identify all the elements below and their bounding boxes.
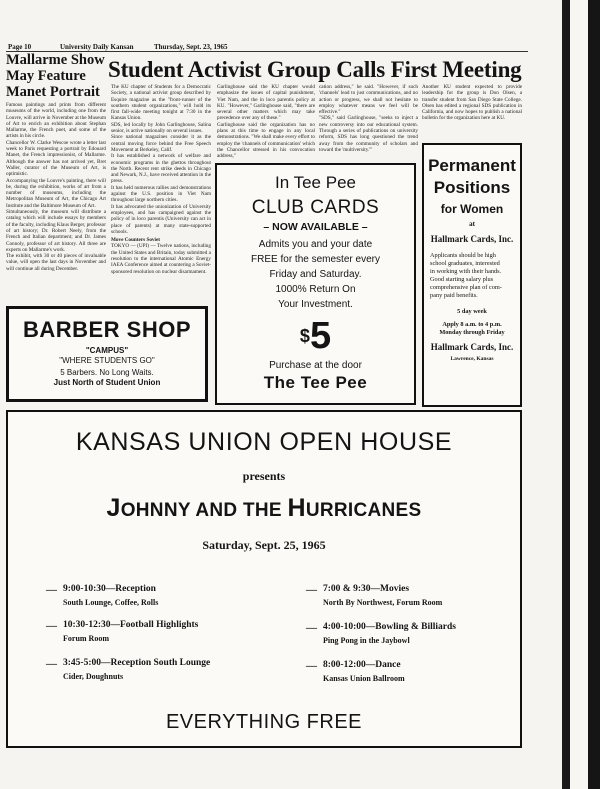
- col2-para-1: Garlinghouse said the KU chapter would emphasize the issues of capital punishment, Viet Nam, and the in loco parentis policy at KU. "However," Garlinghouse said, "there are several other matters which may take precedence over any of these.": [217, 84, 315, 122]
- event-dash: —: [46, 620, 57, 632]
- barber-slogan: "WHERE STUDENTS GO": [59, 356, 155, 365]
- barber-name: "CAMPUS": [85, 346, 129, 355]
- col1-para-6: It has advocated the unionization of University employees, and has campaigned against the policy of in loco parentis (University can act in place of parents) at many state-supported schools.: [111, 203, 211, 235]
- event-dash: —: [46, 658, 57, 670]
- main-headline: Student Activist Group Calls First Meeting: [108, 57, 522, 82]
- col1-sub-para: TOKYO — (UPI) — Twelve nations, including the United States and Britain, today submitted a resolution to the international Atomic Energy IAEA Conference aimed at countering a Soviet-sponsored resolution on nuclear disarmament.: [111, 243, 211, 275]
- issue-date: Thursday, Sept. 23, 1965: [154, 43, 228, 51]
- positions-line-1: Permanent: [428, 156, 516, 175]
- teepee-body-line-2: FREE for the semester every: [251, 254, 380, 265]
- teepee-body-line-5: Your Investment.: [278, 299, 353, 310]
- page-number: Page 10: [8, 43, 32, 51]
- barber-title: BARBER SHOP: [22, 317, 192, 342]
- positions-line-2: Positions: [433, 178, 511, 197]
- union-presents: presents: [242, 469, 286, 483]
- col1-subhead: Move Counters Soviet: [111, 237, 160, 244]
- side-para-2: Chancellor W. Clarke Wescoe wrote a letter last week to Paris requesting a portrait by Edouard Manet, the French impressionist, of Mallarme. Although the answer has not arrived yet, Bret Waller, curator of the Museum of Art, is optimistic.: [6, 139, 106, 178]
- positions-body-line-5: comprehensive plan of com-: [430, 284, 502, 291]
- event-detail: Kansas Union Ballroom: [323, 674, 405, 683]
- union-title: KANSAS UNION OPEN HOUSE: [75, 428, 453, 456]
- event-dash: —: [306, 622, 317, 634]
- union-date: Saturday, Sept. 25, 1965: [202, 538, 326, 552]
- side-title-line-3: Manet Portrait: [6, 84, 100, 100]
- teepee-body-line-4: 1000% Return On: [275, 284, 356, 295]
- teepee-venue: The Tee Pee: [263, 373, 368, 392]
- teepee-club-cards-ad: [215, 163, 416, 405]
- col1-para-3: Since national magazines consider it as the central moving force behind the Free Speech Movement at Berkeley, Calif.: [111, 134, 211, 153]
- positions-body-line-6: pany paid benefits.: [430, 292, 478, 299]
- teepee-body-line-3: Friday and Saturday.: [269, 269, 362, 280]
- paper-name: University Daily Kansan: [60, 43, 134, 51]
- col3-para-2: "SDS," said Garlinghouse, "seeks to inject a new controversy into our educational system. Through a series of publications on university reform, SDS has long questioned the trend away from the community of scholars and toward the 'multiversity.'": [319, 115, 418, 153]
- positions-at: at: [469, 220, 475, 228]
- kansas-union-open-house-ad: [6, 410, 522, 748]
- event-dash: —: [46, 584, 57, 596]
- positions-company-2: Hallmark Cards, Inc.: [430, 342, 514, 352]
- band-end: URRICANES: [305, 500, 422, 521]
- teepee-line-1: In Tee Pee: [275, 173, 356, 192]
- positions-body: [430, 252, 514, 300]
- side-title-line-1: Mallarme Show: [6, 52, 105, 68]
- scan-edge-bar: [588, 0, 600, 789]
- col1-para-5: It has held numerous rallies and demonstrations against the U.S. position in Viet Nam throughout large northern cities.: [111, 184, 211, 204]
- teepee-price: [217, 316, 414, 356]
- page-gutter: [562, 0, 570, 789]
- col3-para-1: cation address," he said. "However, if such 'channels' lead to just communications, and no action or progress, we shall not hesitate to employ whatever means we feel will be effective.": [319, 84, 418, 116]
- article-column-3: [319, 84, 418, 160]
- col2-para-2: Garlinghouse said the organization has no plans at this time to engage in any local demonstrations. "We shall make every effort to employ the 'channels of communication' which the Chancellor stressed in his convocation address,": [217, 121, 315, 160]
- teepee-body: [217, 237, 414, 312]
- event-time: 8:00-12:00—Dance: [323, 660, 401, 670]
- col1-para-2: SDS, led locally by John Garlinghouse, Salina senior, is active nationally on several issues.: [111, 121, 211, 135]
- band-middle: OHNNY AND THE: [120, 500, 288, 521]
- teepee-line-2: CLUB CARDS: [251, 197, 380, 218]
- positions-body-line-2: school graduates, interested: [430, 260, 500, 267]
- positions-body-line-3: in working with their hands.: [430, 268, 502, 275]
- band-initial-j: J: [106, 494, 121, 522]
- event-time: 7:00 & 9:30—Movies: [323, 584, 410, 594]
- union-footer: EVERYTHING FREE: [165, 711, 363, 733]
- hallmark-positions-ad: [422, 143, 522, 407]
- positions-hours-1: Apply 8 a.m. to 4 p.m.: [442, 321, 502, 328]
- side-para-1: Famous paintings and prints from different museums of the world, including one from the Louvre, will arrive in November at the Museum of Art to enrich an exhibition about Stephan Mallarme, the French poet, and some of the artists in his circle.: [6, 102, 106, 140]
- article-column-4: [422, 84, 522, 140]
- barber-shop-ad: [6, 306, 208, 402]
- col1-para-4: It has established a network of welfare and economic programs in the ghettos throughout the North. Recent rent strike deeds in Chicago and Newark, N.J., have received attention in the press.: [111, 153, 211, 185]
- teepee-purchase: Purchase at the door: [269, 360, 362, 371]
- event-time: 9:00-10:30—Reception: [63, 584, 156, 594]
- event-detail: South Lounge, Coffee, Rolls: [63, 598, 159, 607]
- teepee-body-line-1: Admits you and your date: [258, 239, 373, 250]
- col4-para-1: Another KU student expected to provide leadership for the group is Don Olsen, a transfer student from San Diego State College. Olsen has edited a regional SDS publication in California, and now hopes to publish a national bulletin for the organization here at KU.: [422, 84, 522, 122]
- side-story-title: [6, 52, 110, 100]
- event-dash: —: [306, 660, 317, 672]
- barber-detail: 5 Barbers. No Long Waits.: [60, 368, 154, 377]
- event-time: 3:45-5:00—Reception South Lounge: [63, 658, 211, 668]
- barber-location: Just North of Student Union: [53, 378, 161, 387]
- positions-city: Lawrence, Kansas: [450, 356, 494, 362]
- positions-week: 5 day week: [457, 308, 487, 315]
- band-initial-h: H: [287, 494, 306, 522]
- event-detail: North By Northwest, Forum Room: [323, 598, 443, 607]
- teepee-price-symbol: $: [299, 326, 310, 346]
- positions-body-line-4: Good starting salary plus: [430, 276, 494, 283]
- teepee-price-value: 5: [309, 315, 332, 357]
- side-para-4: Simultaneously, the museum will distribute a catalog which will include essays by members of the faculty, including Klaus Berger, professor of art history; Dr. Robert Neely, from the French and Italian department; and Dr. James Connoly, professor of art history. All three are experts on Mallarme's work.: [6, 209, 106, 253]
- side-para-5: The exhibit, with 30 or 40 pieces of invaluable value, will open the last days in November and will continue all during December.: [6, 253, 106, 272]
- event-detail: Forum Room: [63, 634, 109, 643]
- positions-body-line-1: Applicants should be high: [430, 252, 496, 259]
- teepee-line-3: – NOW AVAILABLE –: [263, 221, 368, 233]
- article-column-2: [217, 84, 315, 160]
- positions-company: Hallmark Cards, Inc.: [430, 234, 514, 244]
- positions-line-3: for Women: [440, 202, 504, 216]
- side-story-body: [6, 102, 106, 302]
- side-title-line-2: May Feature: [6, 68, 86, 84]
- event-time: 10:30-12:30—Football Highlights: [63, 620, 199, 630]
- col1-para-1: The KU chapter of Students for a Democratic Society, a national activist group described by Esquire magazine as the "front-runner of the southern student organizations," will hold its first fall-wide meeting tonight at 7:30 in the Kansas Union.: [111, 84, 211, 122]
- event-detail: Ping Pong in the Jaybowl: [323, 636, 410, 645]
- article-column-1: [111, 84, 211, 304]
- positions-hours-2: Monday through Friday: [439, 329, 505, 336]
- event-dash: —: [306, 584, 317, 596]
- side-para-3: Accompanying the Louvre's painting, there will be, during the exhibition, works of art from a number of museums, including the Metropolitan Museum of Art, the Chicago Art Institute and the Baltimore Museum of Art.: [6, 177, 106, 209]
- union-band: [8, 494, 520, 523]
- event-time: 4:00-10:00—Bowling & Billiards: [323, 622, 457, 632]
- event-detail: Cider, Doughnuts: [63, 672, 124, 681]
